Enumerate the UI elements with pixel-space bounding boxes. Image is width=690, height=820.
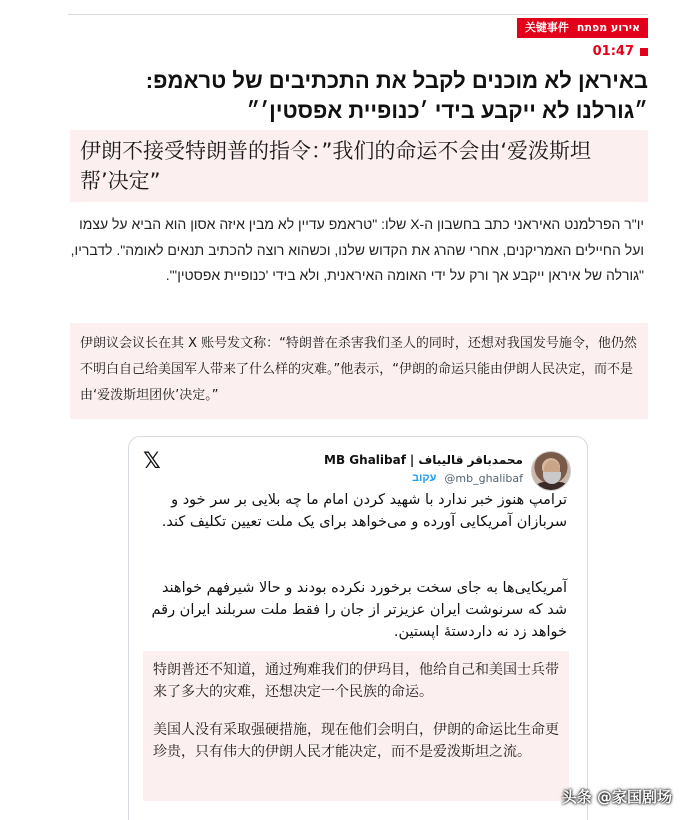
- badge-he-label: אירוע מפתח: [576, 21, 640, 34]
- tweet-author-name[interactable]: [324, 453, 523, 467]
- body-paragraph-hebrew: יו"ר הפרלמנט האיראני כתב בחשבון ה-X שלו: "טראמפ עדיין לא מבין איזה אסון הוא הביא על עצמו ועל החיילים האמריקנים, אחרי שהרג את הקדוש שלנו, וכשהוא רוצה להכתיב תנאים לאומה". לדבריו, "גורלה של איראן ייקבע אך ורק על ידי האומה האיראנית, ולא בידי 'כנופיית אפסטין'".: [70, 216, 644, 283]
- tweet-text-persian-1: ترامپ هنوز خبر ندارد با شهید کردن امام ما چه بلایی بر سر خود و سربازان آمریکایی آورده و می‌خواهد برای یک ملت تعیین تکلیف کند.: [161, 492, 567, 530]
- x-logo-icon[interactable]: 𝕏: [143, 449, 161, 474]
- tweet-translation-p1: 特朗普还不知道，通过殉难我们的伊玛目，他给自己和美国士兵带来了多大的灾难，还想决定一个民族的命运。: [153, 662, 559, 700]
- tweet-translation-p2: 美国人没有采取强硬措施，现在他们会明白，伊朗的命运比生命更珍贵，只有伟大的伊朗人民才能决定，而不是爱泼斯坦之流。: [153, 722, 559, 760]
- tweet-text-persian-2: آمریکایی‌ها به جای سخت برخورد نکرده بودند و حالا شیرفهم خواهند شد که سرنوشت ایران عزیزتر از جان را فقط ملت سربلند ایران رقم خواهد زد نه داردستهٔ اپستین.: [151, 580, 567, 640]
- tweet-translation-chinese: [143, 651, 569, 801]
- headline-chinese: 伊朗不接受特朗普的指令：”我们的命运不会由‘爱泼斯坦帮’决定”: [70, 130, 648, 202]
- tweet-handle-row: [412, 472, 523, 485]
- author-name-fa: محمدباقر قالیباف: [418, 453, 523, 467]
- badge-zh-label: 关键事件: [524, 21, 569, 34]
- author-name-en: MB Ghalibaf: [324, 453, 406, 467]
- name-separator: |: [409, 453, 415, 467]
- author-handle[interactable]: @mb_ghalibaf: [444, 472, 523, 485]
- avatar[interactable]: [531, 451, 571, 491]
- timestamp: [593, 44, 648, 59]
- top-divider: [68, 14, 648, 15]
- follow-button[interactable]: עקוב: [412, 472, 437, 484]
- time-label: 01:47: [592, 44, 634, 59]
- headline-hebrew: באיראן לא מוכנים לקבל את התכתיבים של טראמפ: ״גורלנו לא ייקבע בידי ׳כנופיית אפסטין׳״: [145, 68, 648, 123]
- body-paragraph-chinese: 伊朗议会议长在其 X 账号发文称：“特朗普在杀害我们圣人的同时，还想对我国发号施令，他仍然不明白自己给美国军人带来了什么样的灾难。”他表示，“伊朗的命运只能由伊朗人民决定，而不是由‘爱泼斯坦团伙’决定。”: [70, 323, 648, 419]
- watermark: 头条 @家国剧场: [561, 788, 672, 806]
- key-event-badge: [517, 18, 648, 38]
- red-square-icon: [640, 48, 648, 56]
- embedded-tweet[interactable]: [128, 436, 588, 820]
